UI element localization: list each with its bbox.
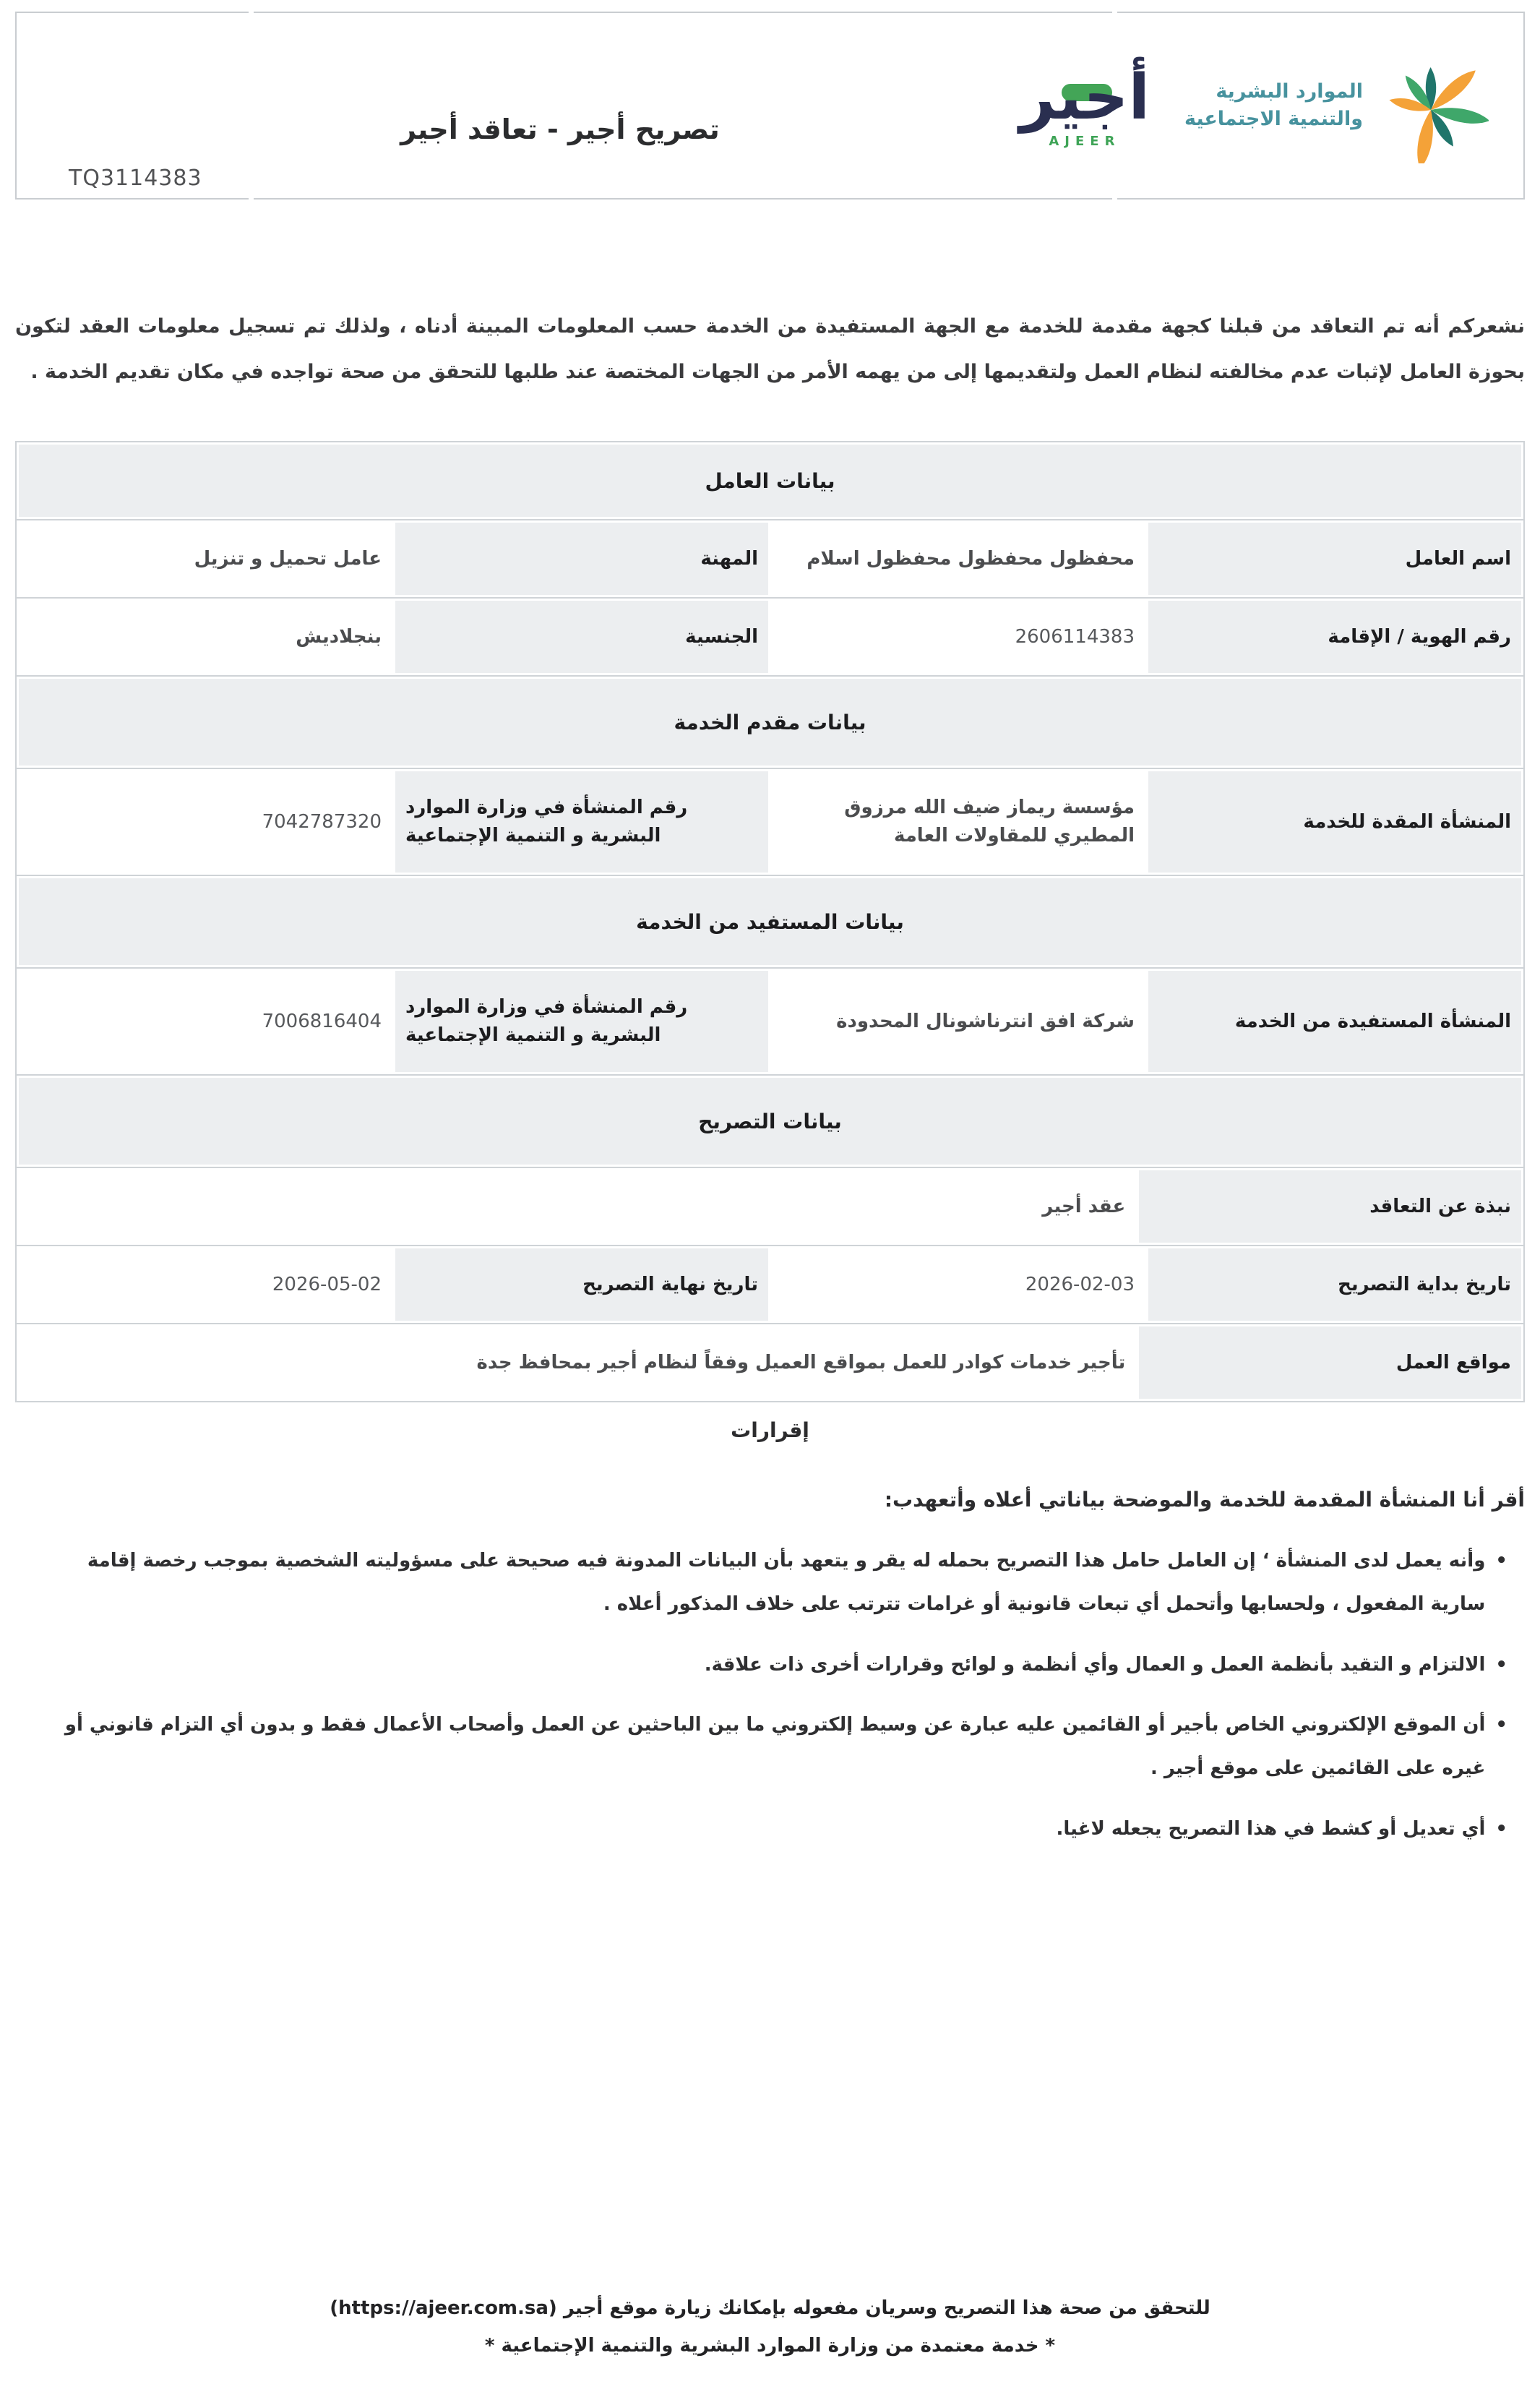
declarations-heading: أقر أنا المنشأة المقدمة للخدمة والموضحة بياناتي أعلاه وأتعهدب: <box>884 1488 1525 1512</box>
ajeer-logo-latin: AJEER <box>1049 133 1121 149</box>
accreditation-line: * خدمة معتمدة من وزارة الموارد البشرية والتنمية الإجتماعية * <box>484 2335 1056 2357</box>
provider-est-value-cell <box>772 771 1145 873</box>
document-header <box>15 12 1525 200</box>
worker-nationality-value-cell <box>19 601 392 673</box>
table-row <box>19 971 1521 1072</box>
ministry-logo-line1: الموارد البشرية <box>1216 80 1363 103</box>
worker-name-label-cell <box>1148 523 1521 595</box>
bullet-icon: • <box>1495 1817 1507 1840</box>
beneficiary-number-value-cell <box>19 971 392 1072</box>
field-value: شركة افق انترناشونال المحدودة <box>836 1010 1135 1032</box>
permit-start-label-cell <box>1148 1248 1521 1321</box>
field-label: المنشأة المقدة للخدمة <box>1303 810 1511 833</box>
row-separator <box>17 519 1523 520</box>
table-row <box>19 771 1521 873</box>
field-label: تاريخ نهاية التصريح <box>582 1273 758 1295</box>
field-label: تاريخ بداية التصريح <box>1338 1273 1511 1295</box>
table-row <box>19 601 1521 673</box>
header-border-right <box>1523 12 1525 200</box>
field-value: 2026-05-02 <box>272 1273 382 1295</box>
row-separator <box>17 1167 1523 1168</box>
field-label: رقم المنشأة في وزارة الموارد البشرية و التنمية الإجتماعية <box>405 996 688 1046</box>
declaration-item <box>40 1704 1507 1791</box>
row-separator <box>17 1245 1523 1246</box>
declaration-text: أن الموقع الإلكتروني الخاص بأجير أو القائمين عليه عبارة عن وسيط إلكتروني ما بين الباحثين عن العمل وأصحاب الأعمال فقط و بدون أي التزام قانوني أو غيره على القائمين على موقع أجير . <box>64 1714 1486 1780</box>
field-label: الجنسية <box>685 625 758 648</box>
field-value: 7042787320 <box>262 810 382 833</box>
intro-paragraph: نشعركم أنه تم التعاقد من قبلنا كجهة مقدمة للخدمة مع الجهة المستفيدة من الخدمة حسب المعلومات المبينة أدناه ، ولذلك تم تسجيل معلومات العقد لتكون بحوزة العامل لإثبات عدم مخالفته لنظام العمل ولتقديمها إلى من يهمه الأمر من الجهات المختصة عند طلبها للتحقق من صحة تواجده في مكان تقديم الخدمة . <box>15 315 1525 384</box>
declaration-text: وأنه يعمل لدى المنشأة ‘ إن العامل حامل هذا التصريح بحمله له يقر و يتعهد بأن البيانات المدونة فيه صحيحة على مسؤوليته الشخصية بموجب رخصة إقامة سارية المفعول ، ولحسابها وأتحمل أي تبعات قانونية أو غرامات تترتب على خلاف المذكور أعلاه . <box>87 1550 1486 1615</box>
field-value: 7006816404 <box>262 1010 382 1032</box>
contract-summary-label-cell <box>1139 1170 1521 1243</box>
provider-number-value-cell <box>19 771 392 873</box>
declaration-item <box>40 1540 1507 1626</box>
ministry-logo <box>1184 48 1489 163</box>
ajeer-logo <box>1020 62 1150 149</box>
table-row <box>19 1170 1521 1243</box>
document-title: تصريح أجير - تعاقد أجير <box>400 113 720 145</box>
permit-end-value-cell <box>19 1248 392 1321</box>
section-title-permit: بيانات التصريح <box>19 1078 1521 1165</box>
row-separator <box>17 675 1523 677</box>
work-locations-value-cell <box>19 1326 1135 1399</box>
worker-profession-value-cell <box>19 523 392 595</box>
declaration-item <box>40 1644 1507 1687</box>
field-label: مواقع العمل <box>1395 1351 1511 1373</box>
verify-text: للتحقق من صحة هذا التصريح وسريان مفعوله بإمكانك زيارة موقع أجير <box>563 2297 1210 2319</box>
permit-data-table <box>15 441 1525 1402</box>
header-border-segment <box>254 198 1112 200</box>
field-value: مؤسسة ريماز ضيف الله مرزوق المطيري للمقاولات العامة <box>844 797 1135 846</box>
header-border-segment <box>15 198 249 200</box>
table-row <box>19 523 1521 595</box>
header-border-segment <box>254 12 1112 13</box>
worker-profession-label-cell <box>395 523 768 595</box>
field-label: رقم المنشأة في وزارة الموارد البشرية و التنمية الإجتماعية <box>405 797 688 846</box>
field-label: نبذة عن التعاقد <box>1369 1195 1511 1217</box>
field-label: رقم الهوية / الإقامة <box>1328 625 1511 648</box>
field-label: المنشأة المستفيدة من الخدمة <box>1234 1010 1511 1032</box>
row-separator <box>17 768 1523 769</box>
field-value: عقد أجير <box>1042 1195 1126 1217</box>
permit-end-label-cell <box>395 1248 768 1321</box>
section-title-beneficiary: بيانات المستفيد من الخدمة <box>19 878 1521 965</box>
worker-nationality-label-cell <box>395 601 768 673</box>
document-footer <box>0 2297 1540 2357</box>
section-title-worker: بيانات العامل <box>19 445 1521 517</box>
row-separator <box>17 1323 1523 1324</box>
worker-id-label-cell <box>1148 601 1521 673</box>
ajeer-logo-arabic: أجير <box>1019 61 1150 134</box>
declarations-list <box>40 1540 1507 1869</box>
header-border-segment <box>1117 198 1525 200</box>
declaration-text: أي تعديل أو كشط في هذا التصريح يجعله لاغيا. <box>1056 1817 1486 1840</box>
contract-summary-value-cell <box>19 1170 1135 1243</box>
beneficiary-number-label-cell <box>395 971 768 1072</box>
worker-id-value-cell <box>772 601 1145 673</box>
ministry-star-icon <box>1373 48 1489 163</box>
provider-number-label-cell <box>395 771 768 873</box>
field-value: 2606114383 <box>1015 625 1135 648</box>
ministry-logo-text <box>1184 78 1363 133</box>
ajeer-website-url[interactable]: (https://ajeer.com.sa) <box>330 2297 557 2319</box>
row-separator <box>17 967 1523 969</box>
header-border-segment <box>15 12 249 13</box>
beneficiary-est-value-cell <box>772 971 1145 1072</box>
beneficiary-est-label-cell <box>1148 971 1521 1072</box>
field-value: عامل تحميل و تنزيل <box>194 547 382 570</box>
work-locations-label-cell <box>1139 1326 1521 1399</box>
ministry-logo-line2: والتنمية الاجتماعية <box>1184 108 1363 130</box>
row-separator <box>17 1074 1523 1076</box>
permit-number: TQ3114383 <box>69 166 202 191</box>
row-separator <box>17 875 1523 876</box>
permit-start-value-cell <box>772 1248 1145 1321</box>
declarations-title: إقرارات <box>731 1418 809 1442</box>
header-logos <box>1020 48 1489 163</box>
header-border-segment <box>1117 12 1525 13</box>
bullet-icon: • <box>1495 1653 1507 1676</box>
verify-line <box>0 2297 1540 2319</box>
field-value: 2026-02-03 <box>1025 1273 1135 1295</box>
field-value: تأجير خدمات كوادر للعمل بمواقع العميل وفقاً لنظام أجير بمحافظ جدة <box>476 1351 1126 1373</box>
declaration-item <box>40 1808 1507 1851</box>
provider-est-label-cell <box>1148 771 1521 873</box>
bullet-icon: • <box>1495 1550 1507 1572</box>
field-label: اسم العامل <box>1405 547 1511 570</box>
worker-name-value-cell <box>772 523 1145 595</box>
table-row <box>19 1248 1521 1321</box>
field-value: محفظول محفظول محفظول اسلام <box>806 547 1135 570</box>
section-title-provider: بيانات مقدم الخدمة <box>19 679 1521 766</box>
declaration-text: الالتزام و التقيد بأنظمة العمل و العمال وأي أنظمة و لوائح وقرارات أخرى ذات علاقة. <box>704 1653 1486 1676</box>
field-value: بنجلاديش <box>296 625 382 648</box>
bullet-icon: • <box>1495 1714 1507 1736</box>
header-border-left <box>15 12 17 200</box>
row-separator <box>17 597 1523 599</box>
table-row <box>19 1326 1521 1399</box>
field-label: المهنة <box>700 547 758 570</box>
